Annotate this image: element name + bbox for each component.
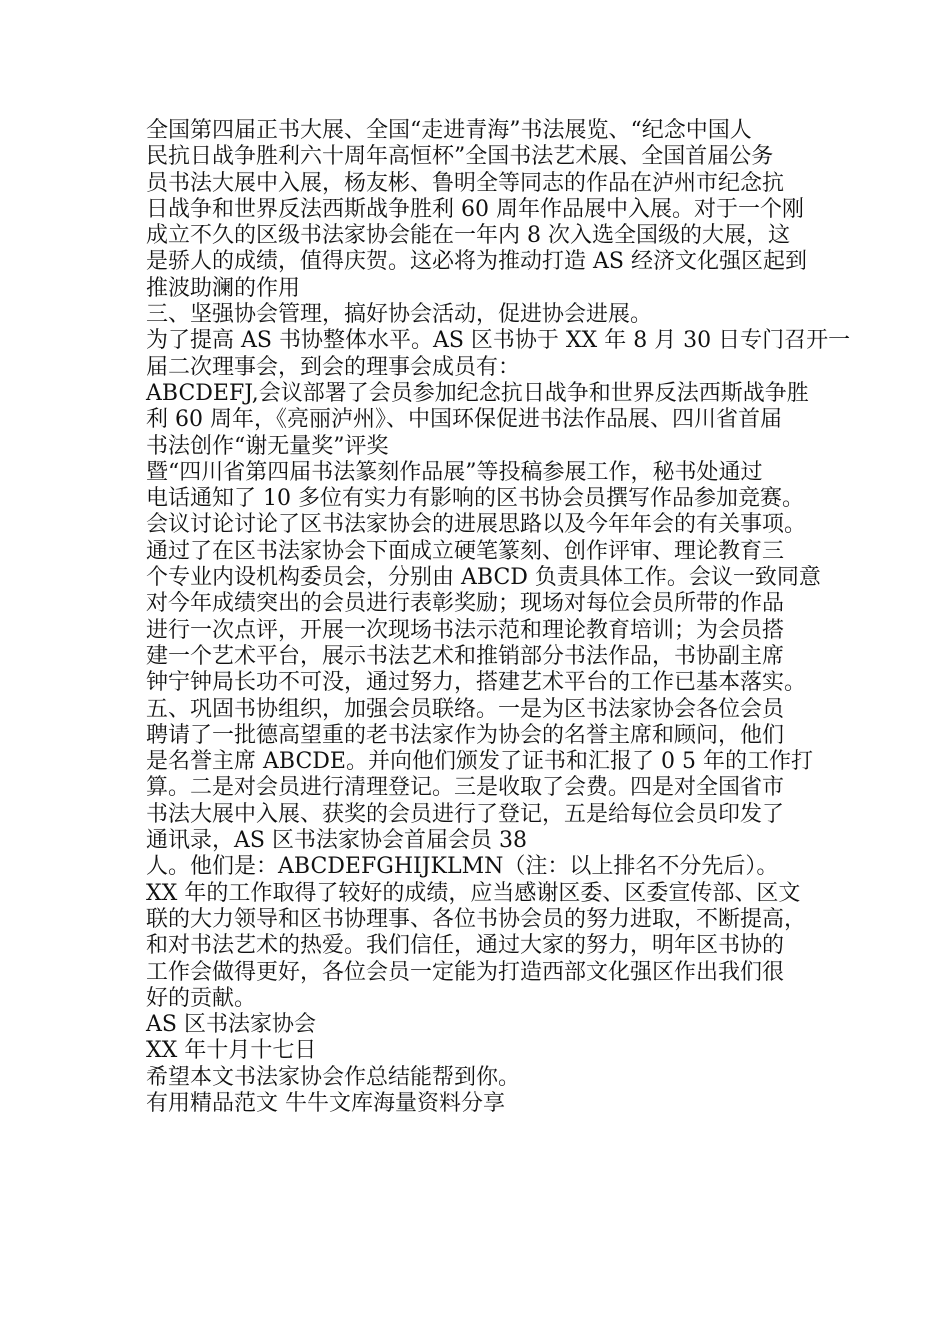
section-heading: 五、巩固书协组织，加强会员联络。一是为区书法家协会各位会员 <box>146 696 785 722</box>
text-line: 建一个艺术平台，展示书法艺术和推销部分书法作品，书协副主席 <box>146 643 785 669</box>
text-line: 民抗日战争胜利六十周年高恒杯”全国书法艺术展、全国首届公务 <box>146 144 774 170</box>
text-line: 聘请了一批德高望重的老书法家作为协会的名誉主席和顾问，他们 <box>146 722 785 748</box>
text-line: 员书法大展中入展，杨友彬、鲁明全等同志的作品在泸州市纪念抗 <box>146 170 785 196</box>
text-line: 算。二是对会员进行清理登记。三是收取了会费。四是对全国省市 <box>146 775 785 801</box>
text-line: 书法大展中入展、获奖的会员进行了登记，五是给每位会员印发了 <box>146 801 785 827</box>
text-line: 是骄人的成绩，值得庆贺。这必将为推动打造 AS 经济文化强区起到 <box>146 249 807 275</box>
signature-organization: AS 区书法家协会 <box>146 1012 316 1038</box>
closing-note: 希望本文书法家协会作总结能帮到你。 <box>146 1064 521 1090</box>
text-line: 届二次理事会，到会的理事会成员有： <box>146 354 521 380</box>
text-line: 联的大力领导和区书协理事、各位书协会员的努力进取，不断提高， <box>146 906 807 932</box>
text-line: 个专业内设机构委员会，分别由 ABCD 负责具体工作。会议一致同意 <box>146 565 821 591</box>
signature-date: XX 年十月十七日 <box>146 1038 317 1064</box>
text-line: 成立不久的区级书法家协会能在一年内 8 次入选全国级的大展，这 <box>146 223 790 249</box>
text-line: 会议讨论讨论了区书法家协会的进展思路以及今年年会的有关事项。 <box>146 512 807 538</box>
text-line: 全国第四届正书大展、全国“走进青海”书法展览、“纪念中国人 <box>146 118 752 143</box>
text-line: 人。他们是：ABCDEFGHIJKLMN（注：以上排名不分先后）。 <box>146 854 779 880</box>
text-line: 电话通知了 10 多位有实力有影响的区书协会员撰写作品参加竞赛。 <box>146 486 804 512</box>
text-line: 钟宁钟局长功不可没，通过努力，搭建艺术平台的工作已基本落实。 <box>146 670 807 696</box>
text-line: 对今年成绩突出的会员进行表彰奖励；现场对每位会员所带的作品 <box>146 591 785 617</box>
footer-note: 有用精品范文 牛牛文库海量资料分享 <box>146 1090 505 1116</box>
text-line: 和对书法艺术的热爱。我们信任，通过大家的努力，明年区书协的 <box>146 933 785 959</box>
text-line: 工作会做得更好，各位会员一定能为打造西部文化强区作出我们很 <box>146 959 785 985</box>
text-line: 通讯录，AS 区书法家协会首届会员 38 <box>146 828 527 854</box>
text-line: 是名誉主席 ABCDE。并向他们颁发了证书和汇报了 0 5 年的工作打 <box>146 749 813 775</box>
text-line: 进行一次点评，开展一次现场书法示范和理论教育培训；为会员搭 <box>146 617 785 643</box>
text-line: 暨“四川省第四届书法篆刻作品展”等投稿参展工作，秘书处通过 <box>146 459 763 485</box>
text-line: 推波助澜的作用 <box>146 275 301 301</box>
text-line: 日战争和世界反法西斯战争胜利 60 周年作品展中入展。对于一个刚 <box>146 196 804 222</box>
text-line: 为了提高 AS 书协整体水平。AS 区书协于 XX 年 8 月 30 日专门召开一 <box>146 328 851 354</box>
document-body <box>146 118 851 1117</box>
text-line: 通过了在区书法家协会下面成立硬笔篆刻、创作评审、理论教育三 <box>146 538 785 564</box>
section-heading: 三、坚强协会管理，搞好协会活动，促进协会进展。 <box>146 302 653 328</box>
text-line: XX 年的工作取得了较好的成绩，应当感谢区委、区委宣传部、区文 <box>146 880 801 906</box>
text-line: 书法创作“谢无量奖”评奖 <box>146 433 389 459</box>
text-line: 利 60 周年，《亮丽泸州》、中国环保促进书法作品展、四川省首届 <box>146 407 782 433</box>
text-line: 好的贡献。 <box>146 985 257 1011</box>
text-line: ABCDEFJ,会议部署了会员参加纪念抗日战争和世界反法西斯战争胜 <box>146 380 809 406</box>
